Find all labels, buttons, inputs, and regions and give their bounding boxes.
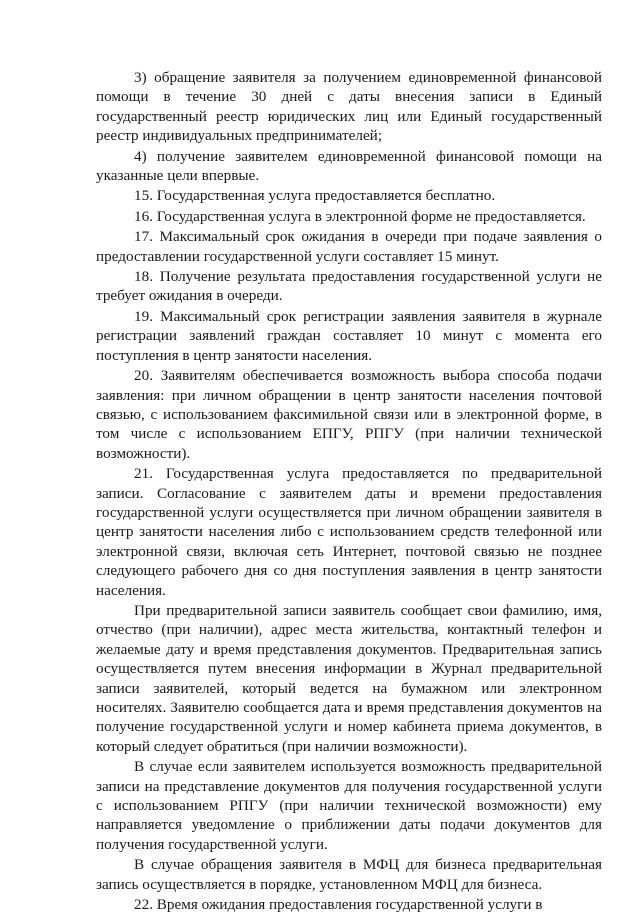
paragraph-16: 16. Государственная услуга в электронной форме не предоставляется. <box>134 207 586 225</box>
paragraph-preliminary-record: При предварительной записи заявитель сообщает свои фамилию, имя, отчество (при наличии), адрес места жительства, контактный телефон и желаемые дату и время представления документов. Предварительная запись осуществляется путем внесения информации в Журнал предварительной записи заявителей, который ведется на бумажном или электронном носителях. Заявителю сообщается дата и время представления документов на получение государственной услуги и номер кабинета приема документов, в который следует обратиться (при наличии возможности). <box>96 601 602 755</box>
paragraph-item-4: 4) получение заявителем единовременной финансовой помощи на указанные цели впервые. <box>96 147 602 185</box>
paragraph-18: 18. Получение результата предоставления государственной услуги не требует ожидания в очереди. <box>96 268 602 305</box>
paragraph-20: 20. Заявителям обеспечивается возможность выбора способа подачи заявления: при личном обращении в центр занятости населения почтовой связью, с использованием факсимильной связи или в электронной форме, в том числе с использованием ЕПГУ, РПГУ (при наличии технической возможности). <box>96 367 602 462</box>
paragraph-19: 19. Максимальный срок регистрации заявления заявителя в журнале регистрации заявлений граждан составляет 10 минут с момента его поступления в центр занятости населения. <box>96 307 602 364</box>
paragraph-15: 15. Государственная услуга предоставляется бесплатно. <box>134 187 496 205</box>
paragraph-rpgu-notification: В случае если заявителем используется возможность предварительной записи на представление документов для получения государственной услуги с использованием РПГУ (при наличии технической возможности) ему направляется уведомление о приближении даты подачи документов для получения государственной услуги. <box>96 758 602 853</box>
paragraph-mfc-business: В случае обращения заявителя в МФЦ для бизнеса предварительная запись осуществляется в порядке, установленном МФЦ для бизнеса. <box>96 856 602 893</box>
paragraph-22: 22. Время ожидания предоставления государственной услуги в <box>134 896 543 914</box>
paragraph-21: 21. Государственная услуга предоставляется по предварительной записи. Согласование с заявителем даты и времени предоставления государственной услуги осуществляется при личном обращении заявителя в центр занятости населения либо с использованием средств телефонной или электронной связи, включая сеть Интернет, почтовой связью не позднее следующего рабочего дня со дня поступления заявления в центр занятости населения. <box>96 465 602 599</box>
paragraph-item-3: 3) обращение заявителя за получением единовременной финансовой помощи в течение 30 дней с даты внесения записи в Единый государственный реестр юридических лиц или Единый государственный реестр индивидуальных предпринимателей; <box>96 69 602 145</box>
paragraph-17: 17. Максимальный срок ожидания в очереди при подаче заявления о предоставлении государственной услуги составляет 15 минут. <box>96 228 602 265</box>
